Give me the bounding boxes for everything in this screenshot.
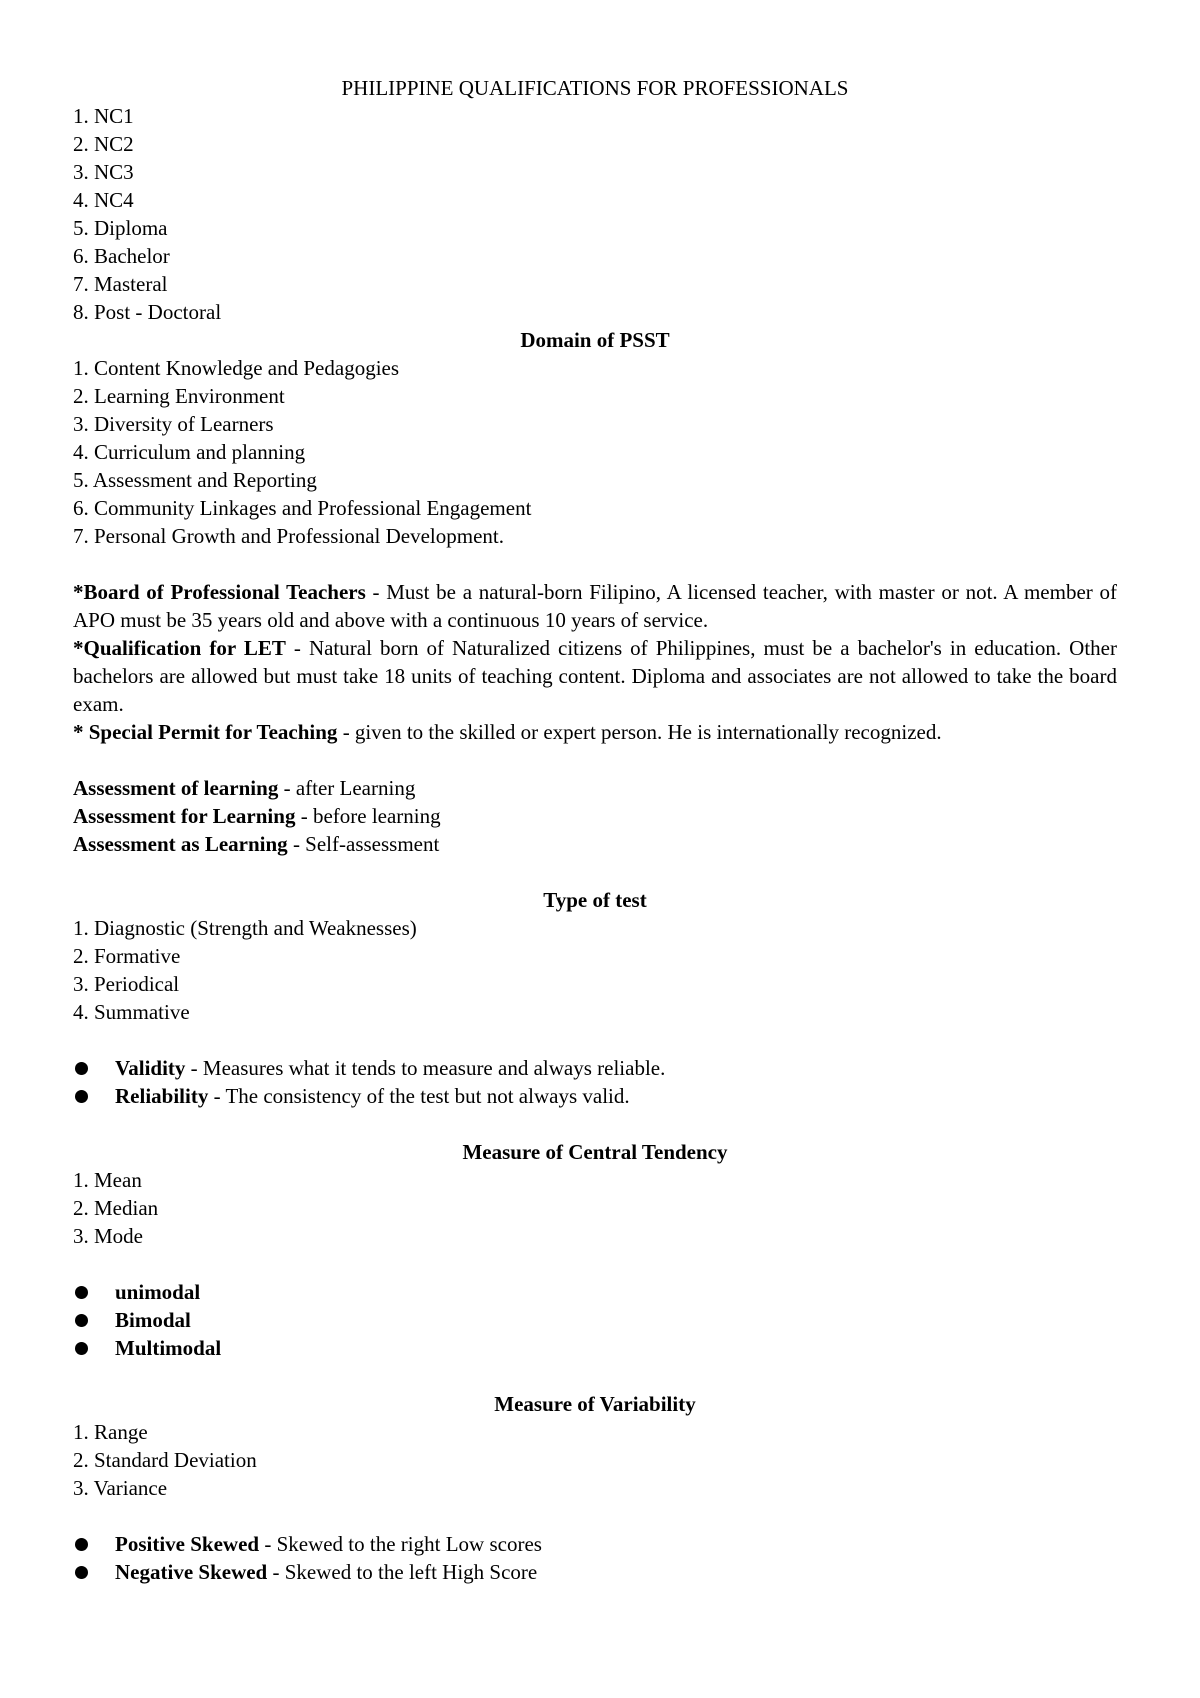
list-item: 2. Median	[73, 1196, 159, 1220]
bullet-term: Multimodal	[115, 1336, 222, 1360]
spacer	[73, 1502, 1117, 1530]
bullet-term: Negative Skewed	[115, 1560, 268, 1584]
assessment-term: Assessment as Learning	[73, 832, 288, 856]
document-content	[73, 74, 1117, 1586]
spacer	[73, 1110, 1117, 1138]
bullet-dot-icon	[75, 1286, 88, 1299]
assessment-item	[73, 830, 1117, 858]
list-item: 7. Masteral	[73, 272, 168, 296]
bullet-term: Bimodal	[115, 1308, 191, 1332]
bullet-term: unimodal	[115, 1280, 201, 1304]
list-item: 2. Formative	[73, 944, 181, 968]
list-item: 5. Diploma	[73, 216, 168, 240]
definition-special-permit	[73, 718, 1117, 746]
bullet-term: Positive Skewed	[115, 1532, 260, 1556]
list-item: 4. Curriculum and planning	[73, 440, 306, 464]
spacer	[73, 550, 1117, 578]
spacer	[73, 858, 1117, 886]
bullet-item	[73, 1530, 1117, 1558]
list-item: 3. Periodical	[73, 972, 180, 996]
bullet-dot-icon	[75, 1062, 88, 1075]
list-item: 2. NC2	[73, 132, 134, 156]
bullet-item	[73, 1306, 1117, 1334]
definition-term: *Qualification for LET	[73, 636, 286, 660]
skew-bullets	[73, 1530, 1117, 1586]
bullet-term: Validity	[115, 1056, 186, 1080]
modal-bullets	[73, 1278, 1117, 1362]
list-item: 3. Variance	[73, 1476, 168, 1500]
assessment-item	[73, 802, 1117, 830]
list-item: 2. Learning Environment	[73, 384, 285, 408]
spacer	[73, 1026, 1117, 1054]
list-item: 1. Range	[73, 1420, 148, 1444]
list-item: 1. NC1	[73, 104, 134, 128]
definitions	[73, 578, 1117, 746]
assessment-text: - before learning	[295, 804, 441, 828]
bullet-item	[73, 1558, 1117, 1586]
definition-term: * Special Permit for Teaching	[73, 720, 338, 744]
bullet-text: - Measures what it tends to measure and always reliable.	[185, 1056, 666, 1080]
bullet-item	[73, 1054, 1117, 1082]
bullet-text: - Skewed to the left High Score	[267, 1560, 538, 1584]
spacer	[73, 1250, 1117, 1278]
bullet-dot-icon	[75, 1090, 88, 1103]
bullet-item	[73, 1334, 1117, 1362]
bullet-text: - Skewed to the right Low scores	[259, 1532, 542, 1556]
list-item: 5. Assessment and Reporting	[73, 468, 317, 492]
definition-let	[73, 634, 1117, 718]
list-item: 7. Personal Growth and Professional Development.	[73, 524, 505, 548]
central-tendency-list	[73, 1166, 1117, 1250]
psst-heading: Domain of PSST	[520, 328, 670, 352]
psst-list	[73, 354, 1117, 550]
list-item: 1. Mean	[73, 1168, 142, 1192]
qualifications-list	[73, 102, 1117, 326]
list-item: 4. NC4	[73, 188, 134, 212]
assessment-term: Assessment for Learning	[73, 804, 296, 828]
bullet-dot-icon	[75, 1566, 88, 1579]
test-types-list	[73, 914, 1117, 1026]
list-item: 6. Community Linkages and Professional Engagement	[73, 496, 532, 520]
bullet-item	[73, 1278, 1117, 1306]
assessment-list	[73, 774, 1117, 858]
list-item: 4. Summative	[73, 1000, 190, 1024]
definition-board	[73, 578, 1117, 634]
bullet-dot-icon	[75, 1342, 88, 1355]
assessment-item	[73, 774, 1117, 802]
list-item: 1. Diagnostic (Strength and Weaknesses)	[73, 916, 417, 940]
central-tendency-heading: Measure of Central Tendency	[462, 1140, 728, 1164]
list-item: 6. Bachelor	[73, 244, 170, 268]
list-item: 3. NC3	[73, 160, 134, 184]
definition-text: - Natural born of Naturalized citizens of Philippines, must be a bachelor's in education. Other bachelors are allowed but must take 18 units of teaching content. Diploma and associates are not allowed to take the board exam.	[73, 636, 1117, 716]
list-item: 3. Diversity of Learners	[73, 412, 274, 436]
variability-list	[73, 1418, 1117, 1502]
bullet-text: - The consistency of the test but not always valid.	[208, 1084, 630, 1108]
list-item: 8. Post - Doctoral	[73, 300, 222, 324]
bullet-dot-icon	[75, 1314, 88, 1327]
validity-bullets	[73, 1054, 1117, 1110]
bullet-item	[73, 1082, 1117, 1110]
spacer	[73, 1362, 1117, 1390]
assessment-text: - after Learning	[278, 776, 416, 800]
definition-text: - Must be a natural-born Filipino, A licensed teacher, with master or not. A member of APO must be 35 years old and above with a continuous 10 years of service.	[73, 580, 1117, 632]
bullet-term: Reliability	[115, 1084, 209, 1108]
definition-term: *Board of Professional Teachers	[73, 580, 366, 604]
page-title: PHILIPPINE QUALIFICATIONS FOR PROFESSIONALS	[341, 76, 849, 100]
spacer	[73, 746, 1117, 774]
definition-text: - given to the skilled or expert person. He is internationally recognized.	[337, 720, 942, 744]
variability-heading: Measure of Variability	[494, 1392, 696, 1416]
assessment-term: Assessment of learning	[73, 776, 279, 800]
list-item: 3. Mode	[73, 1224, 143, 1248]
assessment-text: - Self-assessment	[287, 832, 440, 856]
test-types-heading: Type of test	[543, 888, 647, 912]
list-item: 2. Standard Deviation	[73, 1448, 257, 1472]
bullet-dot-icon	[75, 1538, 88, 1551]
list-item: 1. Content Knowledge and Pedagogies	[73, 356, 400, 380]
